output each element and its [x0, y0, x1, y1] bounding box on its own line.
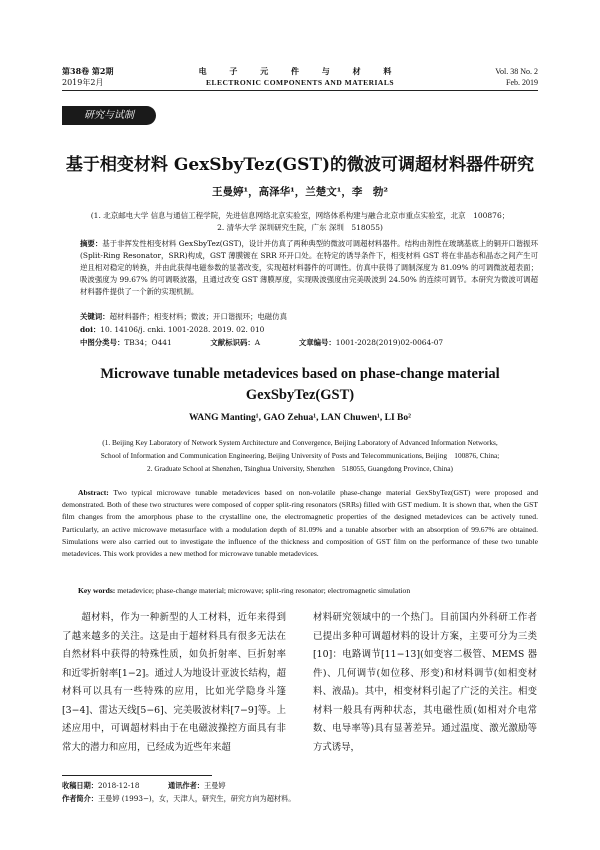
corresponding-label: 通讯作者：: [168, 781, 204, 790]
title-en-line: GexSbyTez(GST): [245, 387, 355, 403]
footnote-rule: [62, 775, 212, 776]
affiliation-en-line: (1. Beijing Key Laboratory of Network System Architecture and Convergence, Beijing Laboratory of Advanced Information Networks,: [102, 438, 498, 447]
abstract-en-label: Abstract:: [78, 488, 109, 497]
keywords-en: [62, 585, 538, 597]
abstract-cn-text: 基于非挥发性相变材料 GexSbyTez(GST)，设计并仿真了两种典型的微波可调超材料器件。结构由剂性在玻璃基底上的铜开口谐振环(Split-Ring Resonator，SRR)构成，GST 薄膜镀在 SRR 环开口处。在特定的诱导条件下，相变材料 GST 将在非晶态和晶态之间产生可逆且相对稳定的转换，并由此获得电磁参数的显著改变，实现超材料器件的可调性。仿真中获得了调制深度为 81.09% 的可调微波超表面；吸波强度为 99.67% 的可调吸波器，且通过改变 GST 薄膜厚度，实现吸波强度由完美吸波到 24.50% 的连续可调节。本研究为微波可调超材料器件提供了一个新的实现机制。: [80, 239, 538, 296]
clc-label: 中图分类号：: [80, 338, 125, 347]
corresponding-author: 王曼婷: [203, 781, 226, 790]
affiliations-en: [62, 436, 538, 475]
journal-name-en: ELECTRONIC COMPONENTS AND MATERIALS: [205, 78, 394, 87]
classification-line: [80, 337, 538, 349]
affiliations-cn: [62, 210, 538, 233]
bio-text: 王曼婷 (1993−)，女，天津人，研究生，研究方向为超材料。: [97, 794, 296, 803]
body-right-text: 材料研究领域中的一个热门。目前国内外科研工作者已提出多种可调超材料的设计方案，主要可分为三类[10]：电路调节[11−13](如变容二极管、MEMS 器件)、几何调节(如位移、形变)和材料调节(如相变材料、液晶)。其中，相变材料引起了广泛的关注。相变材料一般具有两种状态，其电磁性质(如相对介电常数、电导率等)具有显著差异。通过温度、激光激励等方式诱导，: [313, 612, 537, 753]
bio-label: 作者简介：: [62, 794, 98, 803]
title-cn: 基于相变材料 GexSbyTez(GST)的微波可调超材料器件研究: [65, 155, 535, 175]
affiliation-cn-line: 2. 清华大学 深圳研究生院，广东 深圳 518055): [217, 222, 383, 232]
affiliation-cn-line: (1. 北京邮电大学 信息与通信工程学院，先进信息网络北京实验室，网络体系构建与融合北京市重点实验室，北京 100876；: [90, 211, 510, 220]
abstract-en-text: Two typical microwave tunable metadevices based on non-volatile phase-change material GexSbyTez(GST) were proposed and demonstrated. Both of these two structures were composed of copper split-ring resonators (SRRs) filled with GST medium. It is shown that, when the GST film changes from the amorphous phase to the crystalline one, the electromagnetic properties of the designed metadevices can be actively tuned. Particularly, an active microwave metasurface with a modulation depth of 81.09% and a tunable absorber with an absorption of 99.67% are obtained. Simulations were also carried out to investigate the influence of the thickness and composition of GST film on the performance of these two tunable metadevices. This work provides a new method for microwave tunable metadevices.: [62, 488, 538, 559]
footnote-received: [62, 780, 538, 792]
authors-cn: 王曼婷¹，高泽华¹，兰楚文¹，李 勃²: [212, 186, 388, 198]
abstract-en: [62, 487, 538, 560]
header-date-cn: 2019年2月: [62, 78, 104, 87]
header-date-en: Feb. 2019: [506, 78, 538, 87]
received-label: 收稿日期：: [62, 781, 98, 790]
doi-label: doi：: [80, 325, 101, 334]
journal-name-cn: 电 子 元 件 与 材 料: [198, 66, 402, 76]
body-left-text: 超材料，作为一种新型的人工材料，近年来得到了越来越多的关注。这是由于超材料具有很多无法在自然材料中获得的特殊性质，如负折射率、巨折射率和近零折射率[1−2]。通过人为地设计亚波长结构，超材料可以具有一些特殊的应用，比如光学隐身斗篷[3−4]、雷达天线[5−6]、完美吸波材料[7−9]等。上述应用中，可调超材料由于在电磁波操控方面具有非常大的潜力和应用，已经成为近些年来超: [62, 612, 286, 753]
body-column-left: [62, 609, 286, 757]
received-date: 2018-12-18: [97, 781, 140, 790]
article-no-value: 1001-2028(2019)02-0064-07: [335, 338, 444, 347]
doccode-label: 文献标识码：: [210, 338, 255, 347]
abstract-cn: [80, 238, 538, 298]
title-en-line: Microwave tunable metadevices based on phase-change material: [100, 366, 500, 382]
affiliation-en-line: 2. Graduate School at Shenzhen, Tsinghua University, Shenzhen 518055, Guangdong Province, China): [147, 464, 453, 473]
header-right: [495, 66, 538, 88]
affiliation-en-line: School of Information and Communication Engineering, Beijing University of Posts and Telecommunications, Beijing 100876, China;: [100, 451, 500, 460]
keywords-cn-text: 超材料器件；相变材料；微波；开口谐振环；电磁仿真: [109, 312, 287, 321]
doi-line: [80, 324, 538, 336]
body-column-right: [313, 609, 537, 757]
title-en: [0, 364, 600, 406]
keywords-cn: [80, 311, 538, 323]
abstract-cn-label: 摘要：: [80, 239, 103, 248]
authors-en: WANG Manting¹, GAO Zehua¹, LAN Chuwen¹, LI Bo²: [188, 413, 411, 423]
keywords-en-label: Key words:: [78, 586, 116, 595]
clc-value: TB34；O441: [124, 338, 172, 347]
section-tag: 研究与试制: [62, 106, 156, 125]
doi-value: 10. 14106/j. cnki. 1001-2028. 2019. 02. 010: [100, 325, 265, 334]
header-vol-en: Vol. 38 No. 2: [495, 67, 538, 76]
header-volume: 第38卷 第2期: [62, 66, 114, 76]
keywords-en-text: metadevice; phase-change material; microwave; split-ring resonator; electromagnetic simulation: [117, 586, 411, 595]
doccode-value: A: [254, 338, 261, 347]
article-no-label: 文章编号：: [298, 338, 336, 347]
header-rule: [62, 90, 538, 91]
footnote-bio: [62, 793, 538, 805]
keywords-cn-label: 关键词：: [80, 312, 110, 321]
